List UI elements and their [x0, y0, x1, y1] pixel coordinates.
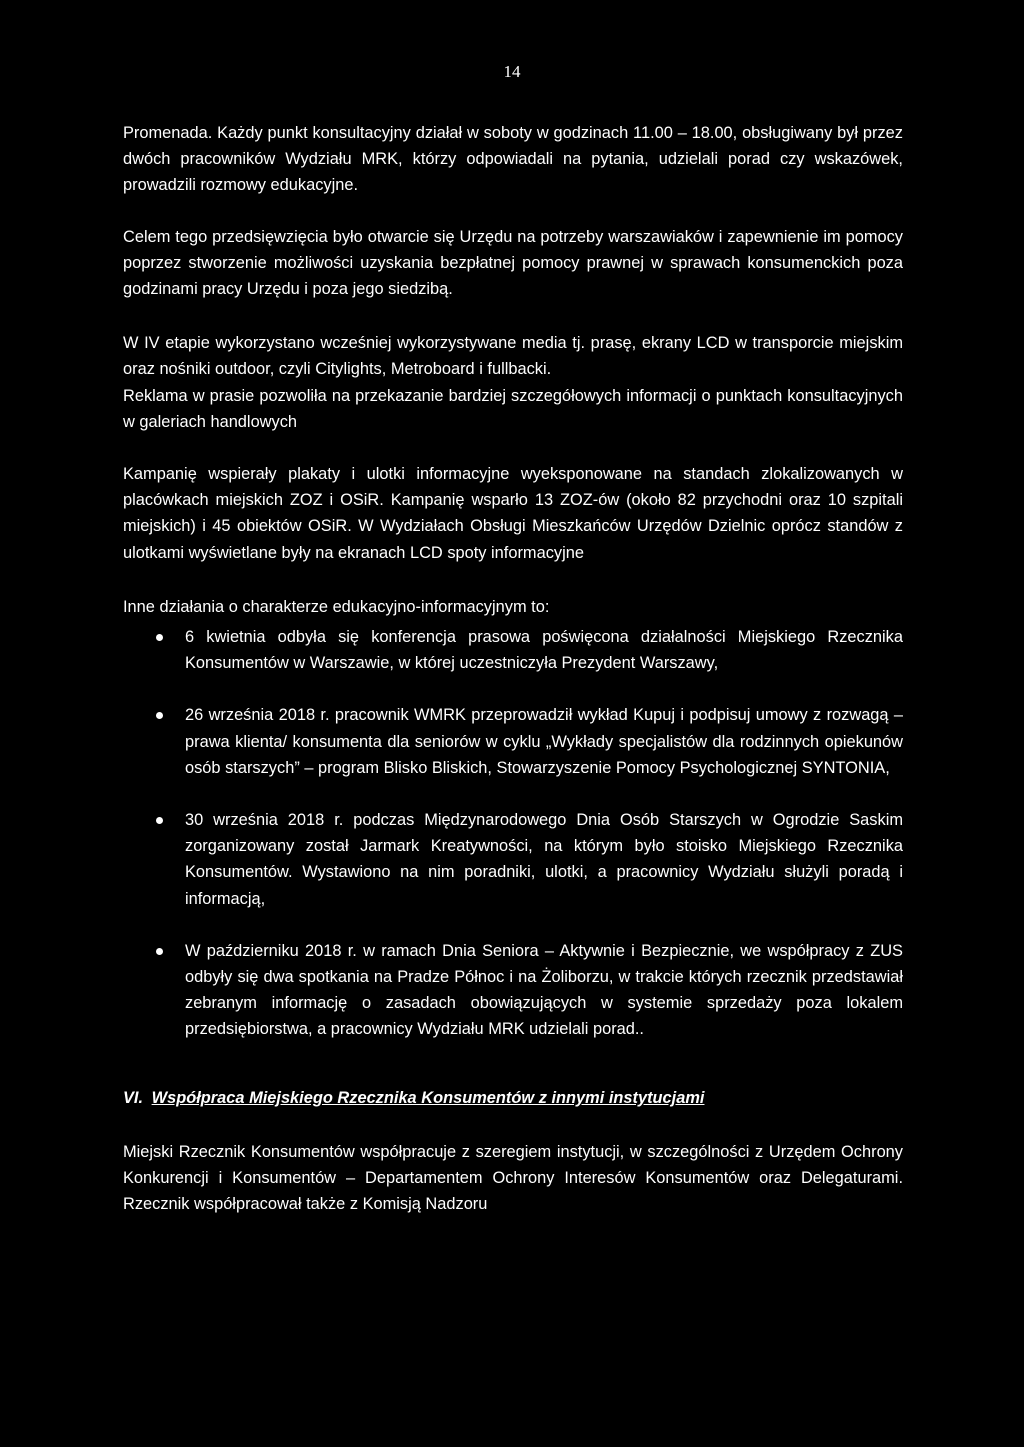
paragraph-press: Reklama w prasie pozwoliła na przekazanie bardziej szczegółowych informacji o punktach konsultacyjnych w galeriach handlowych	[123, 386, 903, 431]
bullet-icon	[156, 948, 163, 955]
list-item	[123, 624, 903, 676]
bullet-icon	[156, 712, 163, 719]
list-item	[123, 702, 903, 781]
list-item-text: W październiku 2018 r. w ramach Dnia Seniora – Aktywnie i Bezpiecznie, we współpracy z ZUS odbyły się dwa spotkania na Pradze Północ i na Żoliborzu, w trakcie których rzecznik przedstawiał zebranym informację o zasadach obowiązujących w systemie sprzedaży poza lokalem przedsiębiorstwa, a pracownicy Wydziału MRK udzielali porad..	[185, 941, 903, 1039]
paragraph-campaign: Kampanię wspierały plakaty i ulotki informacyjne wyeksponowane na standach zlokalizowanych w placówkach miejskich ZOZ i OSiR. Kampanię wsparło 13 ZOZ-ów (około 82 przychodni oraz 10 szpitali miejskich) i 45 obiektów OSiR. W Wydziałach Obsługi Mieszkańców Urzędów Dzielnic oprócz standów z ulotkami wyświetlane były na ekranach LCD spoty informacyjne	[123, 465, 903, 562]
paragraph-other-actions: Inne działania o charakterze edukacyjno-informacyjnym to:	[123, 597, 550, 616]
document-body	[123, 120, 903, 1217]
activities-list	[123, 624, 903, 1043]
paragraph-media: W IV etapie wykorzystano wcześniej wykorzystywane media tj. prasę, ekrany LCD w transporcie miejskim oraz nośniki outdoor, czyli Citylights, Metroboard i fullbacki.	[123, 334, 903, 379]
list-item-text: 6 kwietnia odbyła się konferencja prasowa poświęcona działalności Miejskiego Rzecznika Konsumentów w Warszawie, w której uczestniczyła Prezydent Warszawy,	[185, 628, 903, 673]
section-number: VI.	[123, 1088, 144, 1107]
bullet-icon	[156, 817, 163, 824]
list-item-text: 26 września 2018 r. pracownik WMRK przeprowadził wykład Kupuj i podpisuj umowy z rozwagą – prawa klienta/ konsumenta dla seniorów w cyklu „Wykłady specjalistów dla rodzinnych opiekunów osób starszych” – program Blisko Bliskich, Stowarzyszenie Pomocy Psychologicznej SYNTONIA,	[185, 706, 903, 777]
section-title: Współpraca Miejskiego Rzecznika Konsumentów z innymi instytucjami	[151, 1088, 705, 1107]
section-heading	[123, 1085, 903, 1111]
list-item	[123, 807, 903, 912]
paragraph-goal: Celem tego przedsięwzięcia było otwarcie się Urzędu na potrzeby warszawiaków i zapewnienie im pomocy poprzez stworzenie możliwości uzyskania bezpłatnej pomocy prawnej w sprawach konsumenckich poza godzinami pracy Urzędu i poza jego siedzibą.	[123, 227, 903, 299]
bullet-icon	[156, 634, 163, 641]
paragraph-cooperation: Miejski Rzecznik Konsumentów współpracuje z szeregiem instytucji, w szczególności z Urzędem Ochrony Konkurencji i Konsumentów – Departamentem Ochrony Interesów Konsumentów oraz Delegaturami. Rzecznik współpracował także z Komisją Nadzoru	[123, 1142, 903, 1214]
list-item	[123, 938, 903, 1043]
paragraph-promenada: Promenada. Każdy punkt konsultacyjny działał w soboty w godzinach 11.00 – 18.00, obsługiwany był przez dwóch pracowników Wydziału MRK, którzy odpowiadali na pytania, udzielali porad czy wskazówek, prowadzili rozmowy edukacyjne.	[123, 124, 903, 195]
page-number: 14	[503, 62, 521, 81]
list-item-text: 30 września 2018 r. podczas Międzynarodowego Dnia Osób Starszych w Ogrodzie Saskim zorganizowany został Jarmark Kreatywności, na którym było stoisko Miejskiego Rzecznika Konsumentów. Wystawiono na nim poradniki, ulotki, a pracownicy Wydziału służyli poradą i informacją,	[185, 811, 903, 908]
